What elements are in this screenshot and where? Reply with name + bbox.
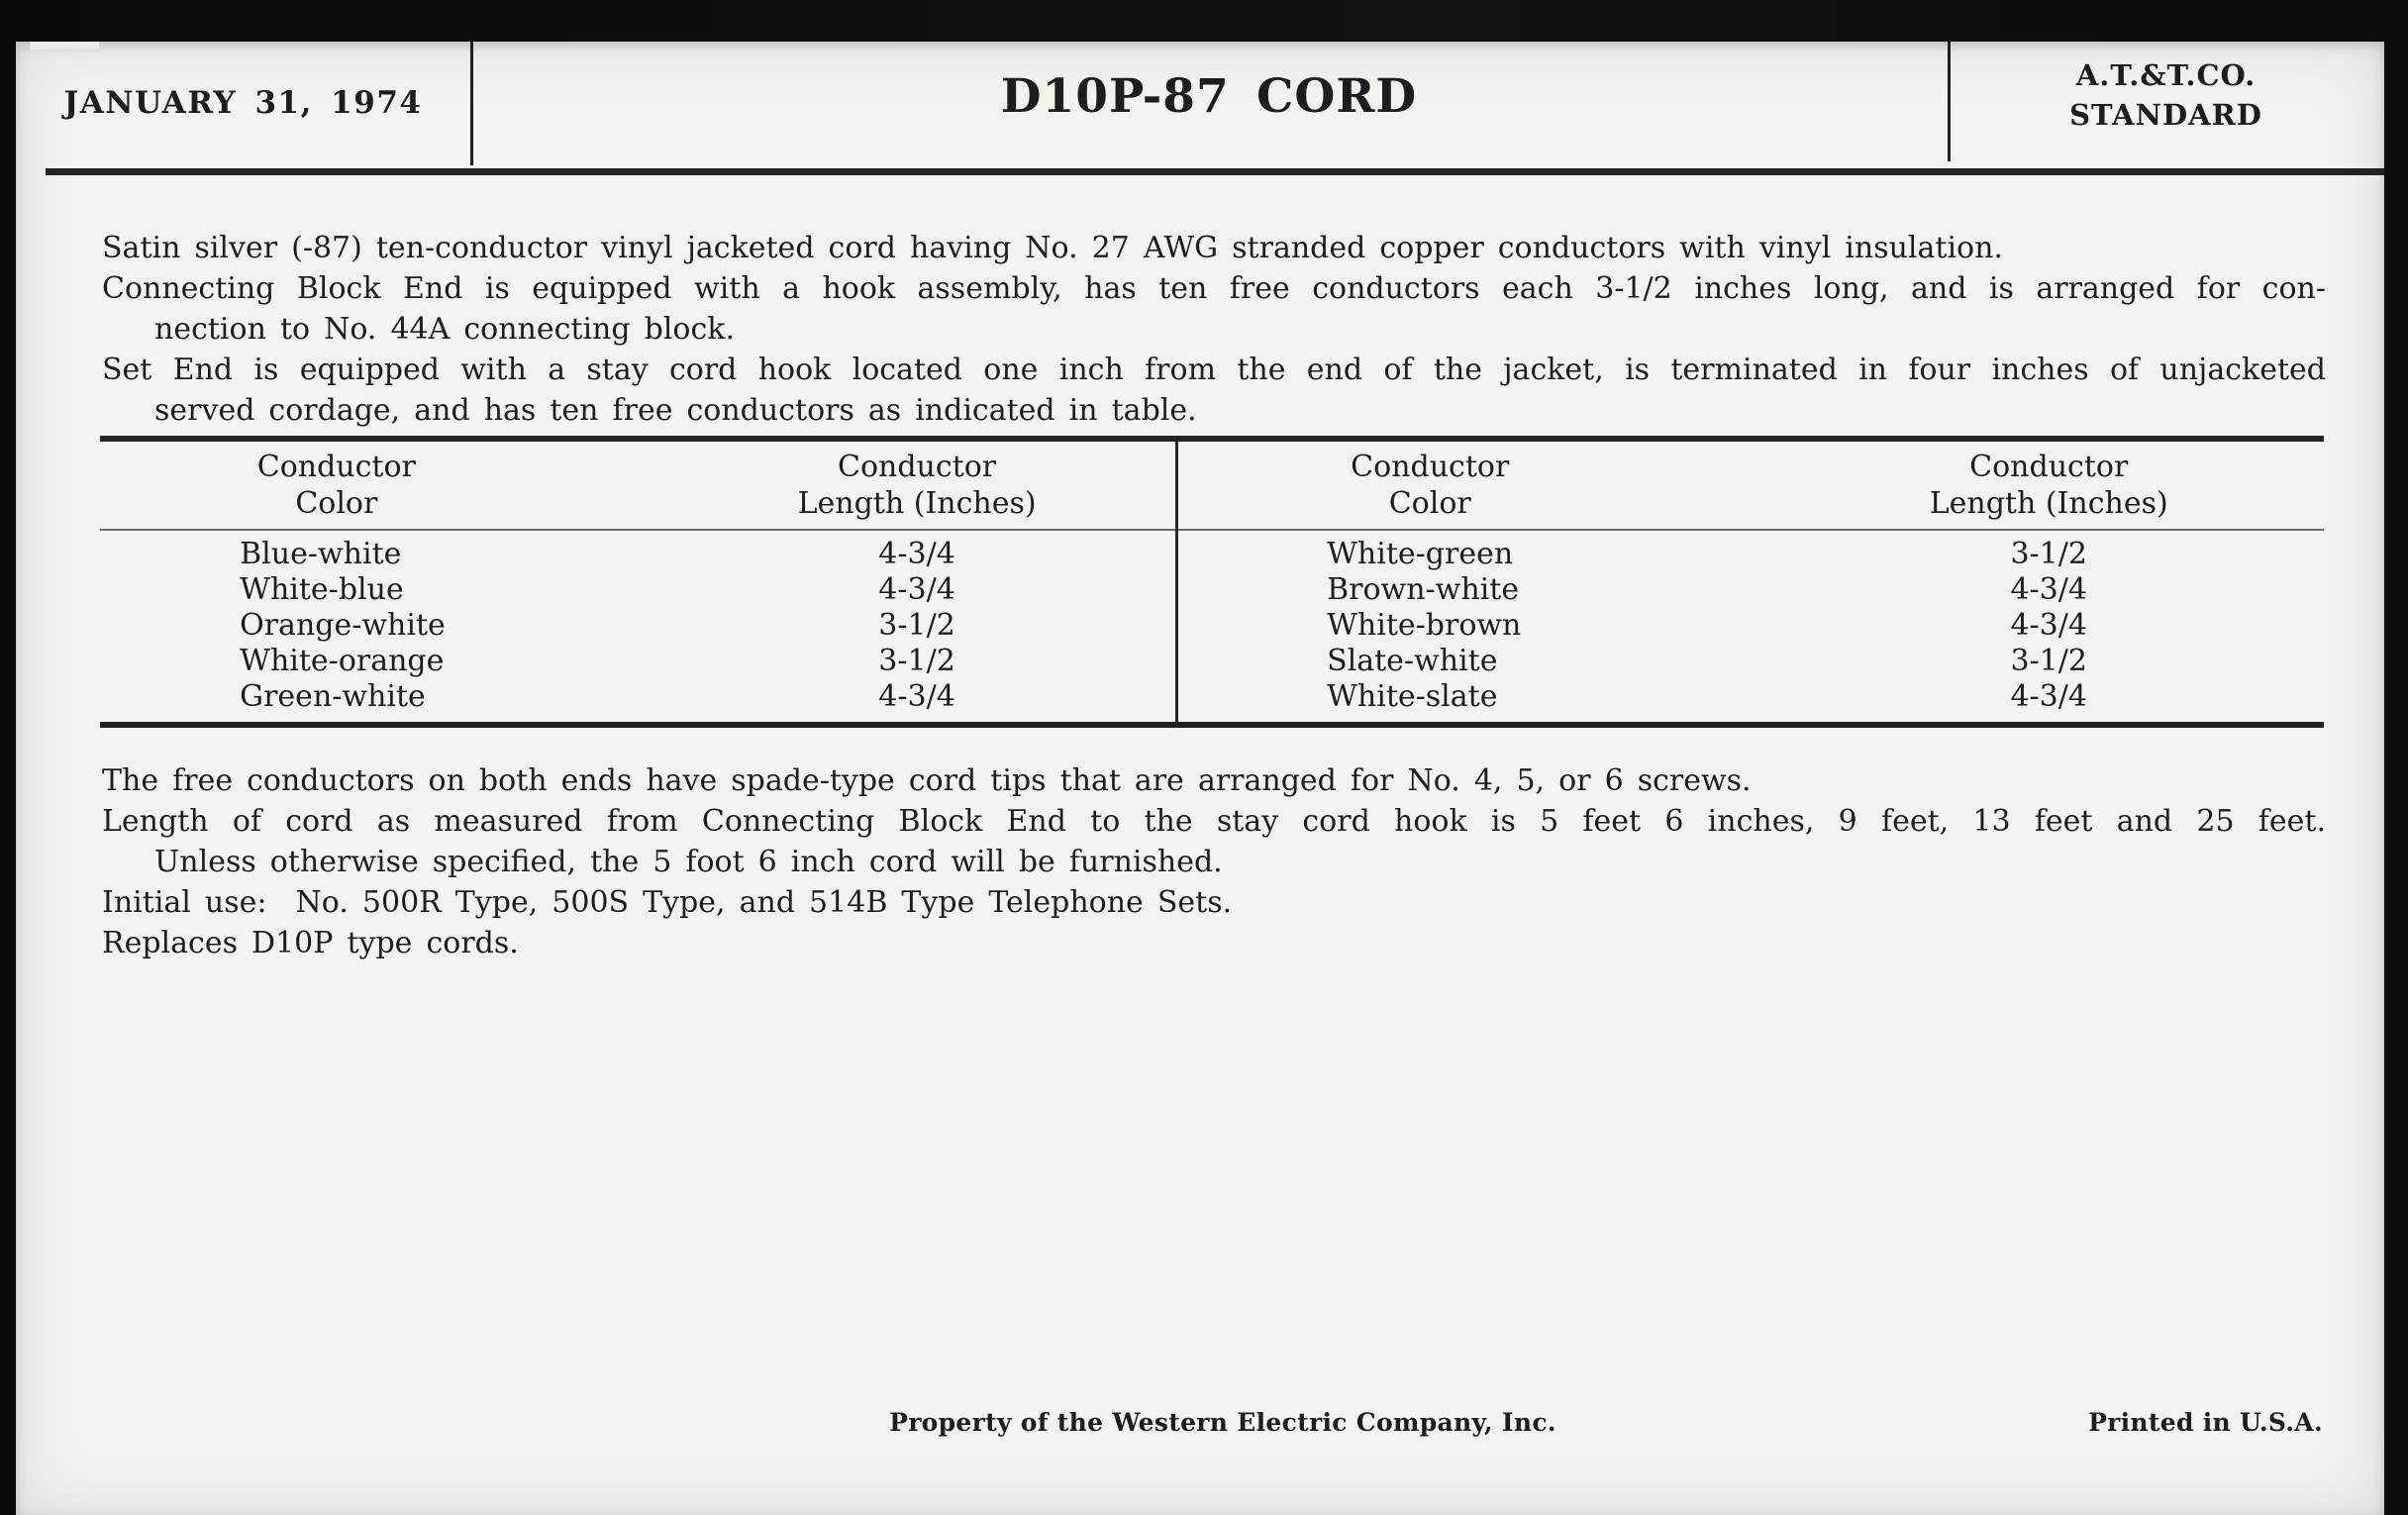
description-line: nection to No. 44A connecting block. bbox=[154, 312, 735, 347]
table-row bbox=[100, 679, 1175, 715]
row-length: 3-1/2 bbox=[2010, 537, 2087, 571]
table-header bbox=[100, 442, 1175, 531]
row-color: Slate-white bbox=[1327, 644, 1498, 678]
column-header-conductor-length: Conductor Length (Inches) bbox=[1929, 450, 2168, 521]
table-row bbox=[100, 572, 1175, 608]
row-color: White-brown bbox=[1327, 608, 1522, 643]
table-row bbox=[1178, 572, 2324, 608]
description-line: Connecting Block End is equipped with a hook assembly, has ten free conductors each 3-1/2 inches long, and is arranged for con- bbox=[102, 271, 2326, 306]
note-line: The free conductors on both ends have spade-type cord tips that are arranged for No. 4, 5, or 6 screws. bbox=[102, 763, 1752, 798]
note-line: Initial use: No. 500R Type, 500S Type, and 514B Type Telephone Sets. bbox=[102, 885, 1233, 920]
document-title: D10P-87 CORD bbox=[1000, 69, 1418, 124]
table-body bbox=[1178, 531, 2324, 722]
scan-artifact bbox=[30, 42, 99, 50]
column-header-conductor-color: Conductor Color bbox=[1351, 450, 1510, 521]
table-row bbox=[100, 608, 1175, 644]
conductor-table-left bbox=[100, 442, 1178, 722]
org-line2: STANDARD bbox=[2069, 98, 2262, 132]
row-length: 4-3/4 bbox=[878, 572, 955, 607]
description-line: Set End is equipped with a stay cord hook located one inch from the end of the jacket, is terminated in four inches of unjacketed bbox=[102, 353, 2326, 387]
conductor-table-right bbox=[1178, 442, 2324, 722]
table-body bbox=[100, 531, 1175, 722]
footer-property-notice: Property of the Western Electric Company, Inc. bbox=[889, 1408, 1556, 1437]
row-length: 3-1/2 bbox=[2010, 644, 2087, 678]
note-line: Unless otherwise specified, the 5 foot 6 inch cord will be furnished. bbox=[154, 845, 1223, 879]
row-color: Blue-white bbox=[240, 537, 402, 571]
row-length: 4-3/4 bbox=[878, 537, 955, 571]
column-header-conductor-color: Conductor Color bbox=[256, 450, 416, 521]
conductor-table bbox=[100, 436, 2324, 728]
spec-notes bbox=[102, 760, 2326, 963]
row-length: 4-3/4 bbox=[2010, 572, 2087, 607]
table-row bbox=[1178, 537, 2324, 572]
header-rule bbox=[46, 168, 2384, 175]
description-line: served cordage, and has ten free conductors as indicated in table. bbox=[154, 393, 1197, 428]
row-color: White-orange bbox=[240, 644, 445, 678]
table-row bbox=[1178, 679, 2324, 715]
table-row bbox=[100, 644, 1175, 679]
row-length: 4-3/4 bbox=[878, 679, 955, 714]
row-length: 3-1/2 bbox=[878, 608, 955, 643]
footer-printed-in-usa: Printed in U.S.A. bbox=[2088, 1408, 2323, 1437]
row-color: Green-white bbox=[240, 679, 426, 714]
org-line1: A.T.&T.CO. bbox=[2075, 58, 2257, 92]
row-color: White-green bbox=[1327, 537, 1514, 571]
table-row bbox=[1178, 644, 2324, 679]
row-color: Orange-white bbox=[240, 608, 446, 643]
page bbox=[16, 42, 2384, 1515]
table-header bbox=[1178, 442, 2324, 531]
org-standard-label bbox=[1948, 55, 2384, 135]
description-line: Satin silver (-87) ten-conductor vinyl jacketed cord having No. 27 AWG stranded copper conductors with vinyl insulation. bbox=[102, 231, 2003, 265]
note-line: Replaces D10P type cords. bbox=[102, 926, 519, 960]
row-length: 3-1/2 bbox=[878, 644, 955, 678]
row-color: White-blue bbox=[240, 572, 404, 607]
column-header-conductor-length: Conductor Length (Inches) bbox=[797, 450, 1037, 521]
row-color: White-slate bbox=[1327, 679, 1498, 714]
header-date: JANUARY 31, 1974 bbox=[63, 85, 423, 121]
spec-description bbox=[102, 228, 2326, 431]
row-length: 4-3/4 bbox=[2010, 608, 2087, 643]
table-row bbox=[100, 537, 1175, 572]
table-row bbox=[1178, 608, 2324, 644]
note-line: Length of cord as measured from Connecting Block End to the stay cord hook is 5 feet 6 inches, 9 feet, 13 feet and 25 feet. bbox=[102, 804, 2326, 839]
row-length: 4-3/4 bbox=[2010, 679, 2087, 714]
row-color: Brown-white bbox=[1327, 572, 1520, 607]
